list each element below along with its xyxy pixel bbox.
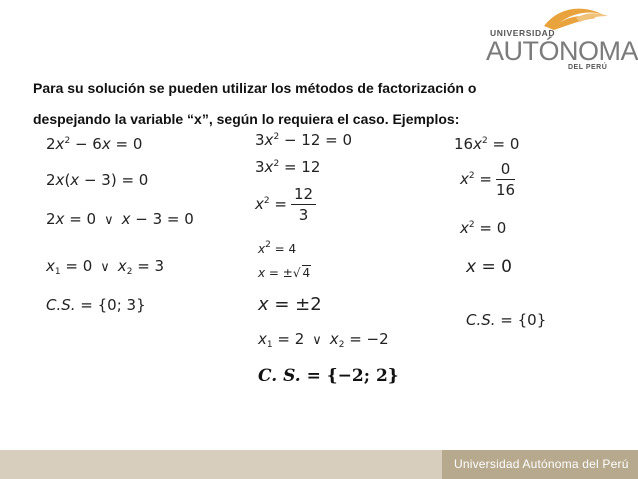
intro-line-1: Para su solución se pueden utilizar los métodos de factorización o: [33, 80, 477, 96]
col1-equation-2: 2x(x − 3) = 0: [46, 171, 149, 189]
col3-equation-1: $16x^2 = 0$: [454, 135, 520, 153]
fraction-12-over-3: $\frac{12}{3}$: [291, 185, 316, 224]
logo-line-autonoma: AUTÓNOMA: [486, 36, 638, 66]
col2-equation-2: $3x^2 = 12$: [255, 158, 321, 176]
col1-solution-set: C.S. = {0; 3}: [46, 296, 146, 314]
intro-line-2: despejando la variable “x”, según lo requiera el caso. Ejemplos:: [33, 111, 460, 127]
logo-line-universidad: UNIVERSIDAD: [490, 28, 556, 38]
col2-equation-5: x = ±√ 4: [258, 266, 311, 280]
col1-equation-1: $2x^2 - 6x = 0$: [46, 135, 143, 153]
col1-equation-4: $x_1 = 0$ ∨ $x_2 = 3$: [46, 257, 165, 277]
university-logo: [486, 6, 638, 72]
fraction-0-over-16: $\frac{0}{16}$: [495, 160, 516, 199]
col1-equation-3: 2x = 0 ∨ x − 3 = 0: [46, 210, 194, 228]
col2-equation-3: $x^2$ = $\frac{12}{3}$: [255, 185, 316, 224]
col3-equation-3: $x^2 = 0$: [460, 219, 507, 237]
footer-tab: [442, 450, 638, 479]
col3-equation-2: $x^2$ = $\frac{0}{16}$: [460, 160, 516, 199]
col2-equation-6: x = ±2: [258, 294, 322, 315]
col2-equation-4: $x^2 = 4$: [258, 240, 297, 256]
col3-solution-set: C.S. = {0}: [466, 311, 547, 329]
footer-university-name: Universidad Autónoma del Perú: [454, 457, 629, 471]
col2-equation-7: $x_1 = 2$ ∨ $x_2 = -2$: [258, 330, 389, 350]
col3-equation-4: x = 0: [466, 257, 512, 277]
footer-bar: [0, 450, 638, 479]
col2-equation-1: $3x^2 - 12 = 0$: [255, 131, 353, 149]
logo-line-del-peru: DEL PERÚ: [568, 64, 608, 71]
col2-solution-set: C. S. = {−2; 2}: [258, 366, 399, 386]
